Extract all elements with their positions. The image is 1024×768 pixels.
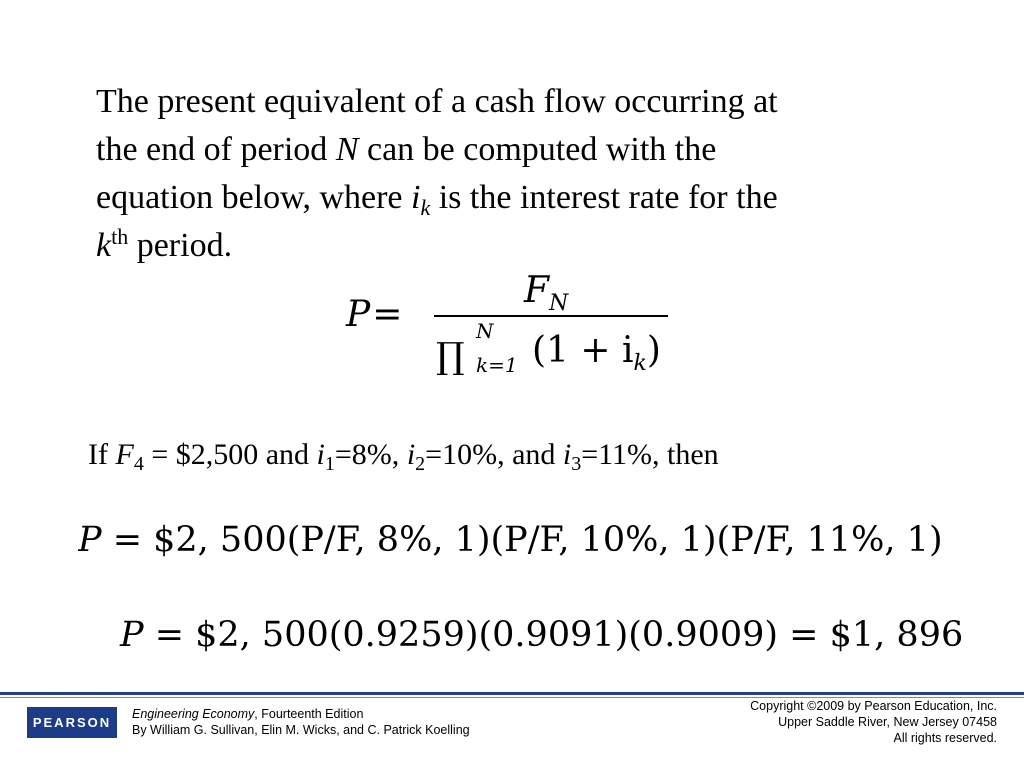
given-values — [88, 438, 719, 475]
rights-line: All rights reserved. — [893, 731, 997, 745]
given-text: =11%, then — [581, 438, 719, 471]
product-lower-limit: k=1 — [476, 353, 518, 377]
given-text: = $2,500 and — [143, 438, 317, 471]
given-text: =8%, — [334, 438, 407, 471]
interest-variable: i — [411, 179, 421, 216]
publisher-location: Upper Saddle River, New Jersey 07458 — [778, 715, 997, 729]
intro-text: equation below, where — [96, 179, 412, 216]
copyright-notice — [750, 698, 997, 746]
book-citation — [132, 706, 470, 738]
equation-rhs: = $2, 500(0.9259)(0.9091)(0.9009) = $1, 896 — [143, 615, 964, 655]
factor-equation — [78, 520, 958, 560]
given-text: =10%, and — [425, 438, 563, 471]
footer-divider — [0, 692, 1024, 695]
intro-text: can be computed with the — [358, 131, 717, 168]
formula-lhs: P= — [346, 294, 403, 335]
book-title: Engineering Economy — [132, 707, 255, 721]
interest-variable: i — [562, 438, 572, 471]
interest-variable: i — [406, 438, 416, 471]
equation-lhs: P — [78, 520, 102, 560]
formula-equals: = — [372, 294, 403, 335]
intro-text: the end of period — [96, 131, 336, 168]
formula-numerator: $F_N$ — [524, 270, 569, 316]
intro-text: period. — [128, 227, 233, 264]
book-authors: By William G. Sullivan, Elin M. Wicks, and C. Patrick Koelling — [132, 723, 470, 737]
intro-line-2 — [96, 126, 916, 174]
future-value-variable: F — [115, 438, 134, 471]
given-subscript: 3 — [571, 453, 582, 475]
given-subscript: 2 — [415, 453, 426, 475]
copyright-line: Copyright ©2009 by Pearson Education, Inc. — [750, 699, 997, 713]
intro-paragraph — [96, 78, 916, 270]
k-variable: k — [96, 227, 112, 264]
interest-variable: i — [316, 438, 325, 471]
period-variable: N — [335, 131, 359, 168]
equation-rhs: = $2, 500(P/F, 8%, 1)(P/F, 10%, 1)(P/F, 11%, 1) — [101, 520, 943, 560]
intro-line-4 — [96, 222, 916, 270]
interest-subscript: k — [420, 195, 431, 220]
ordinal-superscript: th — [111, 224, 129, 249]
product-symbol: ∏ — [436, 336, 465, 377]
equation-lhs: P — [120, 615, 144, 655]
present-equivalent-formula — [340, 268, 680, 380]
formula-denominator: $(1 + i_k)$ — [532, 330, 661, 376]
book-edition: , Fourteenth Edition — [254, 707, 364, 721]
book-title-line — [132, 706, 470, 722]
intro-line-3 — [96, 174, 916, 222]
given-subscript: 1 — [324, 453, 335, 475]
pearson-logo: PEARSON — [27, 707, 117, 738]
product-upper-limit: N — [476, 319, 494, 343]
result-equation — [120, 615, 963, 655]
intro-text: is the interest rate for the — [430, 179, 778, 216]
given-subscript: 4 — [133, 453, 144, 475]
intro-line-1: The present equivalent of a cash flow occurring at — [96, 83, 778, 120]
given-text: If — [88, 438, 116, 471]
